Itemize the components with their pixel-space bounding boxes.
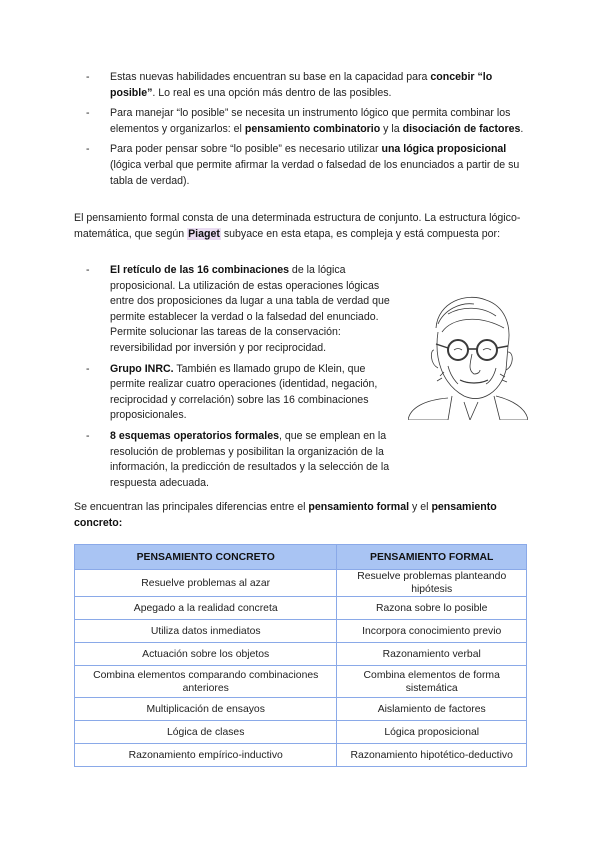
piaget-portrait-icon [408, 288, 528, 420]
table-row [75, 620, 527, 643]
bullet-text: También es llamado grupo de Klein, que permite realizar cuatro operaciones (identidad, negación, reciprocidad y correlación) sobre las 16 combinaciones proposicionales. [110, 362, 378, 422]
bullet-text: (lógica verbal que permite afirmar la verdad o falsedad de los enunciados a partir de su tabla de verdad). [110, 158, 520, 187]
bullet-item [86, 106, 526, 137]
differences-text-middle: y el [409, 501, 432, 513]
header-concreto: PENSAMIENTO CONCRETO [75, 545, 337, 570]
bullet-text: de la lógica proposicional. La utilización de estas operaciones lógicas entre dos proposiciones da lugar a una tabla de verdad que permite establecer la verdad o la falsedad del enunciado. Permite solucionar las tareas de la conservación: reversibilidad por inversión y por reciprocidad. [110, 264, 390, 354]
bullet-dash: - [86, 143, 90, 156]
bullet-bold-text: una lógica proposicional [381, 143, 507, 156]
structure-bullet-list [86, 263, 398, 496]
bullet-item [86, 362, 398, 424]
bullet-item [86, 429, 398, 491]
cell-formal: Resuelve problemas planteando hipótesis [337, 570, 527, 597]
differences-bold-formal: pensamiento formal [308, 501, 410, 513]
bullet-item [86, 142, 526, 189]
cell-concreto: Actuación sobre los objetos [75, 643, 337, 666]
cell-formal: Lógica proposicional [337, 721, 527, 744]
cell-formal: Razonamiento verbal [337, 643, 527, 666]
cell-concreto: Combina elementos comparando combinaciones anteriores [75, 666, 337, 698]
structure-text-before: El pensamiento formal consta de una determinada estructura de conjunto. La estructura lógico-matemática, que según [74, 212, 521, 240]
header-formal: PENSAMIENTO FORMAL [337, 545, 527, 570]
bullet-dash: - [86, 71, 90, 83]
bullet-item [86, 70, 526, 101]
bullet-text: , que se emplean en la resolución de problemas y posibilitan la organización de la información, la predicción de resultados y la selección de la respuesta adecuada. [110, 429, 390, 489]
table-row [75, 666, 527, 698]
bullet-bold-text: concebir “lo posible” [110, 71, 493, 99]
structure-paragraph [74, 211, 526, 242]
table-row [75, 597, 527, 620]
cell-formal: Razonamiento hipotético-deductivo [337, 744, 527, 767]
comparison-table [74, 544, 527, 767]
cell-concreto: Razonamiento empírico-inductivo [75, 744, 337, 767]
bullet-bold-text: disociación de factores [402, 122, 521, 135]
bullet-text: y la [380, 122, 403, 135]
cell-formal: Combina elementos de forma sistemática [337, 666, 527, 698]
cell-concreto: Lógica de clases [75, 721, 337, 744]
cell-concreto: Apegado a la realidad concreta [75, 597, 337, 620]
bullet-dash: - [86, 362, 90, 375]
differences-paragraph [74, 500, 526, 531]
bullet-text: . [520, 122, 524, 135]
table-row [75, 643, 527, 666]
table-row [75, 570, 527, 597]
intro-bullet-list [86, 70, 526, 194]
cell-concreto: Utiliza datos inmediatos [75, 620, 337, 643]
cell-concreto: Multiplicación de ensayos [75, 698, 337, 721]
table-row [75, 721, 527, 744]
bullet-dash: - [86, 429, 90, 442]
bullet-item [86, 263, 398, 357]
bullet-text: Para poder pensar sobre “lo posible” es necesario utilizar [110, 143, 382, 156]
bullet-text: Estas nuevas habilidades encuentran su base en la capacidad para [110, 71, 431, 83]
cell-formal: Aislamiento de factores [337, 698, 527, 721]
table-row [75, 698, 527, 721]
bullet-text: Para manejar “lo posible” se necesita un instrumento lógico que permita combinar los elementos y organizarlos: el [110, 107, 511, 135]
bullet-bold-text: 8 esquemas operatorios formales [110, 429, 279, 442]
cell-formal: Incorpora conocimiento previo [337, 620, 527, 643]
table-row [75, 744, 527, 767]
bullet-bold-text: pensamiento combinatorio [244, 122, 381, 135]
bullet-text: . Lo real es una opción más dentro de las posibles. [152, 86, 392, 99]
piaget-highlight: Piaget [188, 227, 220, 240]
table-header-row [75, 545, 527, 570]
structure-text-after: subyace en esta etapa, es compleja y está compuesta por: [220, 227, 501, 240]
differences-bold-concrete: pensamiento concreto: [74, 501, 497, 529]
cell-formal: Razona sobre lo posible [337, 597, 527, 620]
bullet-bold-text: El retículo de las 16 combinaciones [110, 264, 289, 276]
cell-concreto: Resuelve problemas al azar [75, 570, 337, 597]
differences-text-before: Se encuentran las principales diferencias entre el [74, 501, 309, 513]
bullet-dash: - [86, 107, 90, 120]
bullet-dash: - [86, 264, 90, 276]
bullet-bold-text: Grupo INRC. [110, 362, 174, 375]
